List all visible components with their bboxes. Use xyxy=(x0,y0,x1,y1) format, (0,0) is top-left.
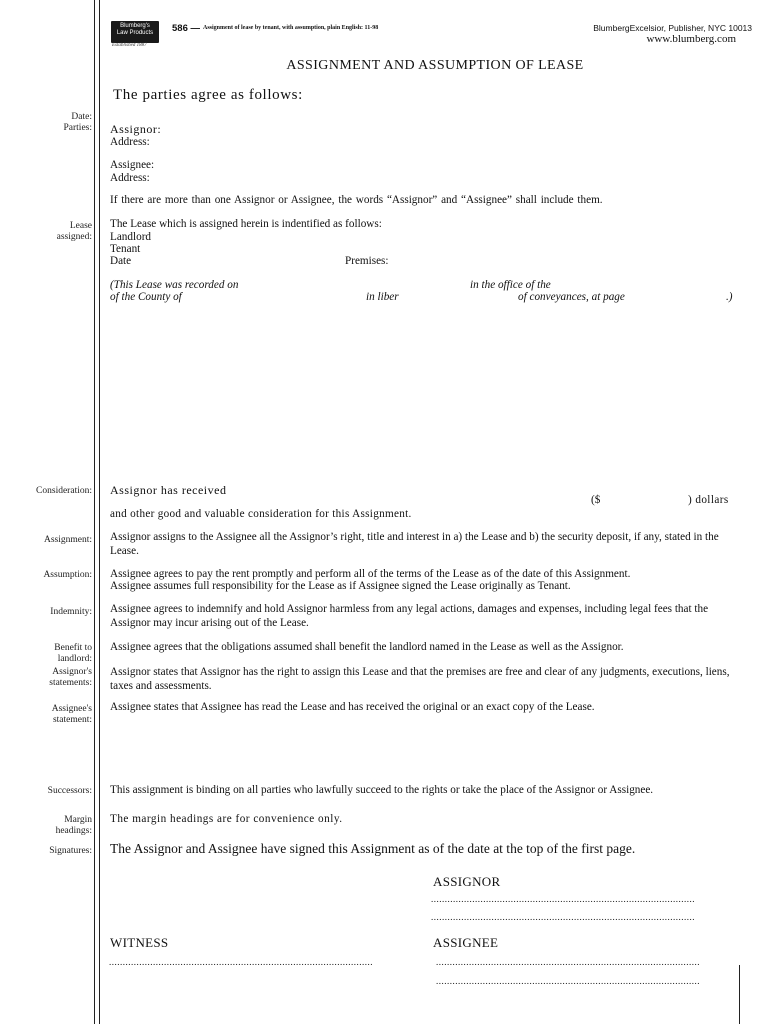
witness-signature-line[interactable]: ................................................................................................ xyxy=(109,957,373,967)
assignee-label: Assignee: xyxy=(110,159,155,171)
consideration-line2: and other good and valuable consideration for this Assignment. xyxy=(110,508,412,520)
blumberg-logo xyxy=(111,21,159,43)
in-liber: in liber xyxy=(366,291,399,303)
successors-clause: This assignment is binding on all parties who lawfully succeed to the rights or take the place of the Assignor or Assignee. xyxy=(110,784,654,796)
lease-date: Date xyxy=(110,255,132,267)
recorded-close: .) xyxy=(726,291,733,303)
recorded-on: (This Lease was recorded on xyxy=(110,279,239,291)
logo-line-2: Law Products xyxy=(116,30,154,36)
margin-headings-label: Margin headings: xyxy=(55,815,92,836)
document-title: ASSIGNMENT AND ASSUMPTION OF LEASE xyxy=(286,58,584,73)
left-margin-rule-1 xyxy=(94,0,95,1024)
margin-consideration: Consideration: xyxy=(36,486,92,496)
margin-headings-clause: The margin headings are for convenience only. xyxy=(110,813,343,825)
assumption-clause-1: Assignee agrees to pay the rent promptly and perform all of the terms of the Lease as of the date of this Assignment. xyxy=(110,568,631,580)
signatures-clause: The Assignor and Assignee have signed this Assignment as of the date at the top of the first page. xyxy=(110,841,636,856)
assignee-address-label: Address: xyxy=(110,172,150,184)
margin-lease-assigned: Lease assigned: xyxy=(56,221,92,242)
margin-date: Date: xyxy=(71,112,92,122)
consideration-line1: Assignor has received xyxy=(110,483,227,497)
margin-assignment: Assignment: xyxy=(43,535,92,545)
assignee-signature-heading: ASSIGNEE xyxy=(433,935,499,950)
logo-established: Established 1887 xyxy=(112,43,147,48)
assignor-signature-line-2[interactable]: ................................................................................................ xyxy=(431,912,695,922)
publisher: BlumbergExcelsior, Publisher, NYC 10013 xyxy=(593,23,752,33)
assignor-signature-line-1[interactable]: ................................................................................................ xyxy=(431,894,695,904)
margin-indemnity: Indemnity: xyxy=(50,607,92,617)
form-number: 586 — xyxy=(172,23,200,34)
dollar-close: ) dollars xyxy=(688,494,729,506)
form-description: Assignment of lease by tenant, with assumption, plain English: 11-98 xyxy=(203,25,379,31)
margin-benefit: Benefit to landlord: xyxy=(54,643,92,664)
of-conveyances: of conveyances, at page xyxy=(518,291,625,303)
right-edge-rule xyxy=(739,965,740,1024)
publisher-url: www.blumberg.com xyxy=(646,33,736,45)
margin-assignors-statements: Assignor's statements: xyxy=(49,667,92,688)
left-margin-rule-2 xyxy=(99,0,100,1024)
lease-premises: Premises: xyxy=(345,255,389,267)
dollar-open: ($ xyxy=(591,494,601,506)
assignees-statement-clause: Assignee states that Assignee has read the Lease and has received the original or an exact copy of the Lease. xyxy=(110,701,595,713)
assumption-clause-2: Assignee assumes full responsibility for the Lease as if Assignee signed the Lease originally as Tenant. xyxy=(110,580,571,592)
intro-text: The parties agree as follows: xyxy=(113,87,303,103)
assignee-signature-line-1[interactable]: ................................................................................................ xyxy=(436,957,700,967)
margin-assumption: Assumption: xyxy=(43,570,92,580)
lease-landlord: Landlord xyxy=(110,231,152,243)
margin-parties: Parties: xyxy=(63,123,92,133)
assignor-address-label: Address: xyxy=(110,136,150,148)
margin-signatures: Signatures: xyxy=(49,846,92,856)
witness-heading: WITNESS xyxy=(110,935,169,950)
assignment-clause: Assignor assigns to the Assignee all the Assignor’s right, title and interest in a) the Lease and b) the security deposit, if any, stated in the Lease. xyxy=(110,531,719,557)
assignor-signature-heading: ASSIGNOR xyxy=(433,874,501,889)
office-of-the: in the office of the xyxy=(470,279,551,291)
lease-tenant: Tenant xyxy=(110,243,141,255)
benefit-clause: Assignee agrees that the obligations assumed shall benefit the landlord named in the Lease as well as the Assignor. xyxy=(110,641,624,653)
assignors-statement-clause: Assignor states that Assignor has the right to assign this Lease and that the premises are free and clear of any judgments, executions, liens, taxes and assessments. xyxy=(110,666,730,692)
margin-successors: Successors: xyxy=(47,786,92,796)
assignor-label: Assignor: xyxy=(110,122,162,136)
margin-assignees-statement: Assignee's statement: xyxy=(51,704,92,725)
more-than-one-clause: If there are more than one Assignor or Assignee, the words “Assignor” and “Assignee” shall include them. xyxy=(110,194,603,206)
assignee-signature-line-2[interactable]: ................................................................................................ xyxy=(436,976,700,986)
county-of: of the County of xyxy=(110,291,182,303)
indemnity-clause: Assignee agrees to indemnify and hold Assignor harmless from any legal actions, damages and expenses, including legal fees that the Assignor may incur arising out of the Lease. xyxy=(110,603,709,629)
lease-intro: The Lease which is assigned herein is indentified as follows: xyxy=(110,218,382,230)
logo-line-1: Blumberg's xyxy=(120,23,150,29)
